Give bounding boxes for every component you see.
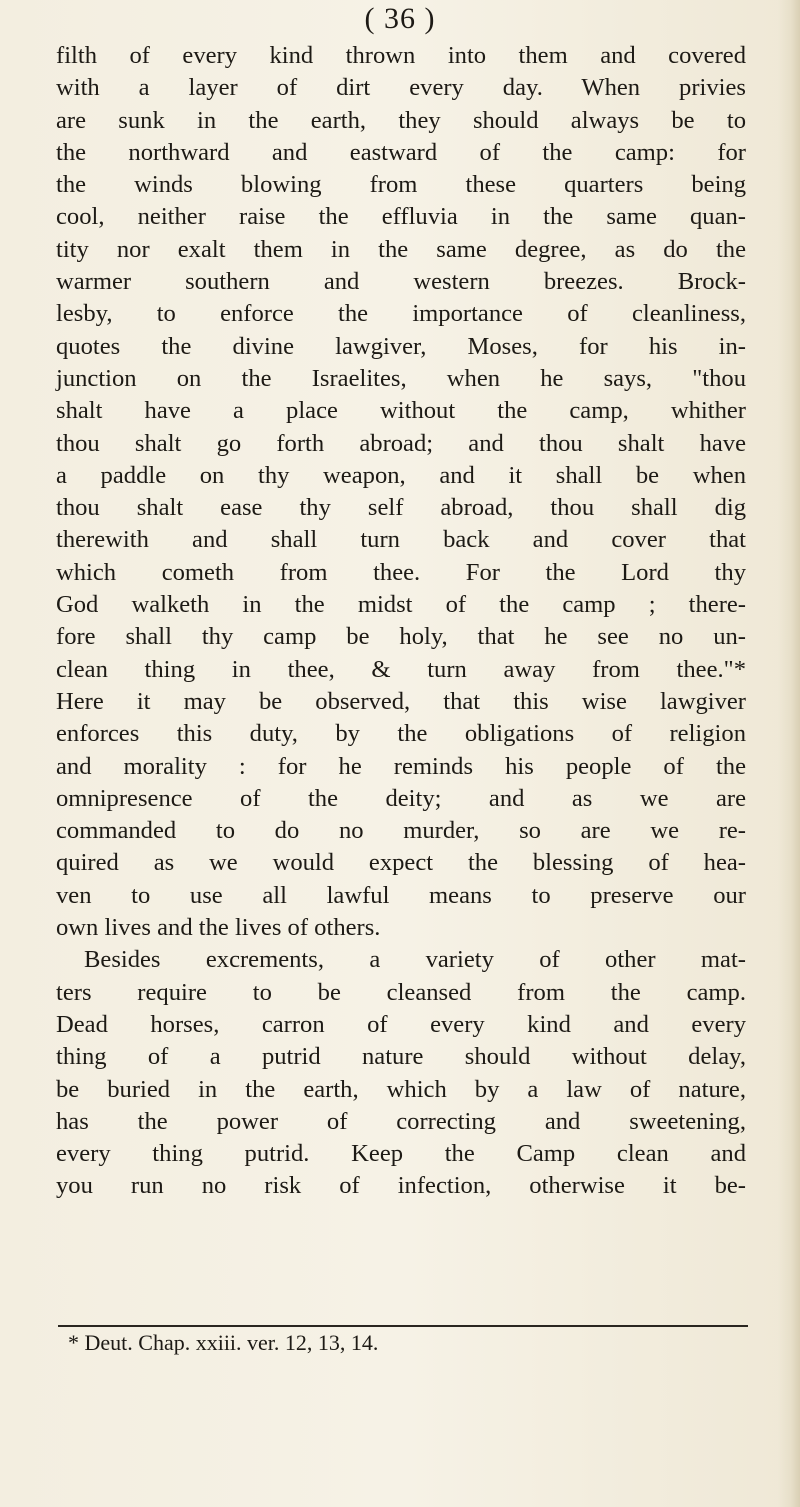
text-line: lesby, to enforce the importance of cleanliness,	[56, 300, 746, 328]
text-line: quotes the divine lawgiver, Moses, for his in-	[56, 332, 746, 360]
text-line: therewith and shall turn back and cover that	[56, 526, 746, 554]
text-line: Here it may be observed, that this wise lawgiver	[56, 687, 746, 715]
text-line: God walketh in the midst of the camp ; there-	[56, 591, 746, 619]
text-line: cool, neither raise the effluvia in the same quan-	[56, 203, 746, 231]
text-line: be buried in the earth, which by a law of nature,	[56, 1075, 746, 1103]
page-edge-shadow	[778, 0, 800, 1507]
text-line: enforces this duty, by the obligations of religion	[56, 720, 746, 748]
text-line: the northward and eastward of the camp: for	[56, 138, 746, 166]
page-number: ( 36 )	[364, 2, 436, 35]
footnote: * Deut. Chap. xxiii. ver. 12, 13, 14.	[68, 1330, 379, 1355]
text-line: ven to use all lawful means to preserve our	[56, 881, 746, 909]
text-line: commanded to do no murder, so are we re-	[56, 817, 746, 845]
text-line: a paddle on thy weapon, and it shall be when	[56, 461, 746, 489]
text-line: with a layer of dirt every day. When privies	[56, 74, 746, 102]
text-line: clean thing in thee, & turn away from thee."*	[56, 655, 746, 683]
text-line: thou shalt go forth abroad; and thou shalt have	[56, 429, 746, 457]
text-line: omnipresence of the deity; and as we are	[56, 784, 746, 812]
body-text	[56, 40, 746, 1203]
text-line: ters require to be cleansed from the camp.	[56, 978, 746, 1006]
text-line: you run no risk of infection, otherwise it be-	[56, 1172, 746, 1200]
text-line: junction on the Israelites, when he says, "thou	[56, 364, 746, 392]
text-line: own lives and the lives of others.	[56, 914, 381, 942]
text-line: quired as we would expect the blessing of hea-	[56, 849, 746, 877]
text-line: the winds blowing from these quarters being	[56, 171, 746, 199]
text-line: thou shalt ease thy self abroad, thou shall dig	[56, 494, 746, 522]
text-line: and morality : for he reminds his people of the	[56, 752, 746, 780]
text-line: Dead horses, carron of every kind and every	[56, 1010, 746, 1038]
text-line: filth of every kind thrown into them and covered	[56, 42, 746, 69]
text-line: has the power of correcting and sweetening,	[56, 1107, 746, 1135]
text-line: tity nor exalt them in the same degree, as do the	[56, 235, 746, 263]
text-line: warmer southern and western breezes. Brock-	[56, 268, 746, 296]
text-line: fore shall thy camp be holy, that he see no un-	[56, 623, 746, 651]
text-line: every thing putrid. Keep the Camp clean and	[56, 1140, 746, 1168]
footnote-divider	[58, 1325, 748, 1327]
text-line: thing of a putrid nature should without delay,	[56, 1043, 746, 1071]
text-line: which cometh from thee. For the Lord thy	[56, 558, 746, 586]
text-line: are sunk in the earth, they should always be to	[56, 106, 746, 134]
text-line: shalt have a place without the camp, whither	[56, 397, 746, 425]
text-line: Besides excrements, a variety of other mat-	[84, 946, 746, 974]
